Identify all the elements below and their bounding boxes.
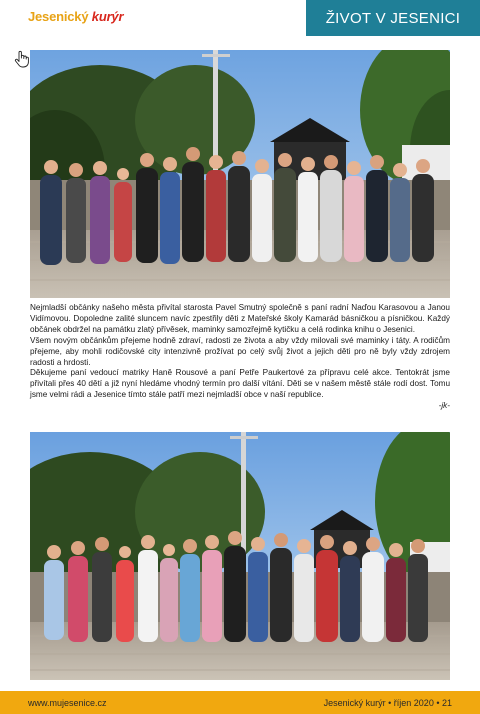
footer-publication-info: Jesenický kurýr • říjen 2020 • 21 bbox=[323, 697, 452, 708]
masthead-part2: kurýr bbox=[91, 9, 124, 24]
group-photo-2 bbox=[30, 432, 450, 680]
hand-cursor-icon bbox=[14, 50, 30, 68]
masthead bbox=[28, 9, 123, 24]
article-paragraph: Děkujeme paní vedoucí matriky Haně Rousové a paní Petře Paukertové za přípravu celé akce. Tentokrát jsme přivítali přes 40 dětí a již nyní hledáme vhodný termín pro další vítání. Děti se v našem městě stále rodí dost. Tomu jsme velmi rádi a Jesenice tímto stále patří mezi nejmladší obce v naší republice. bbox=[30, 368, 450, 400]
article-text bbox=[30, 303, 450, 412]
article-signature: -jk- bbox=[438, 401, 450, 411]
section-title: ŽIVOT V JESENICI bbox=[306, 0, 480, 36]
article-paragraph: Nejmladší občánky našeho města přivítal starosta Pavel Smutný společně s paní radní Naďou Karasovou a Janou Vidímovou. Dopoledne zalité sluncem navíc zpestřily děti z Mateřské školy Kamarád básničkou a písničkou. Každý občánek obdržel na památku zlatý přívěsek, maminky samozřejmě kytičku a celá rodinka knihu o Jesenici. bbox=[30, 303, 450, 334]
group-photo-1 bbox=[30, 50, 450, 298]
page-footer bbox=[0, 691, 480, 714]
article-paragraph: Všem novým občánkům přejeme hodně zdraví, radosti ze života a aby vždy milovali své maminky i táty. A rodičům přejeme, aby mohli rodičovské city intenzivně prožívat po celý svůj život a jejich děti pro ně byly vždy zdrojem radosti a hrdosti. bbox=[30, 335, 450, 367]
masthead-part1: Jesenický bbox=[28, 9, 89, 24]
footer-website-link[interactable]: www.mujesenice.cz bbox=[28, 697, 107, 708]
